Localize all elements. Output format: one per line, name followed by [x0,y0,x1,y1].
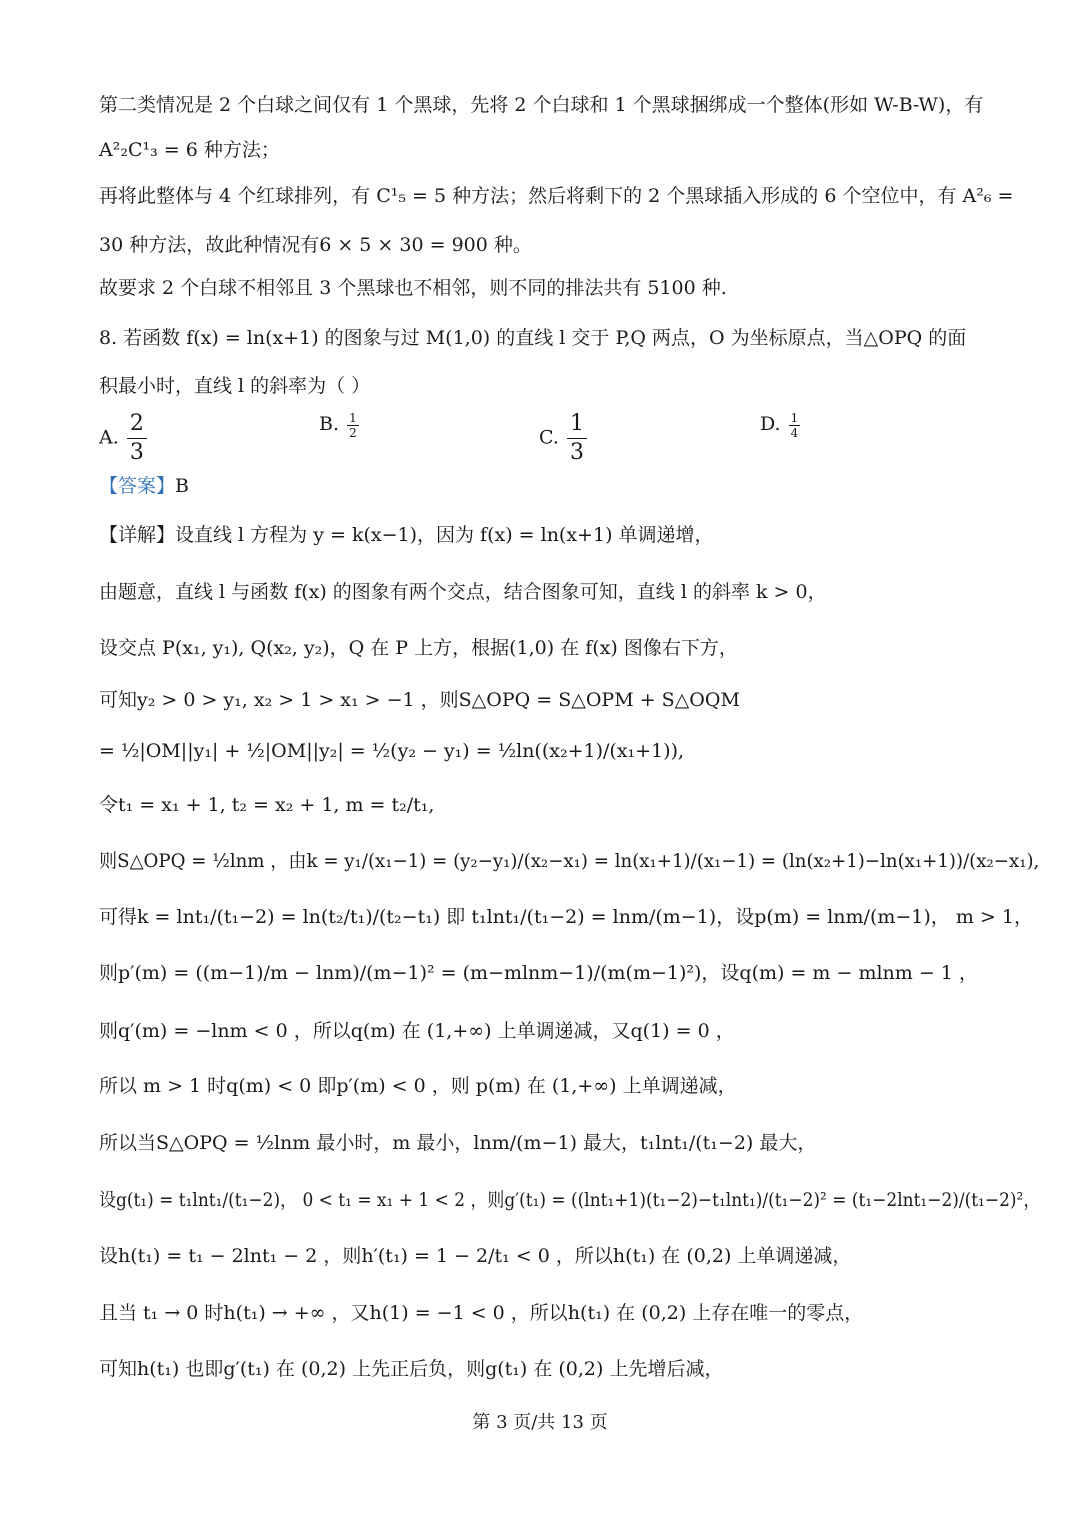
option-b: B. $\frac{1}{2}$ [319,410,357,440]
answer-value: B [175,475,189,497]
detail-line-4: 可知y₂ > 0 > y₁, x₂ > 1 > x₁ > −1 ，则S△OPQ = S△OPM + S△OQM [99,689,740,711]
detail-line-10: 则q′(m) = −lnm < 0 ，所以q(m) 在 (1,+∞) 上单调递减，又q(1) = 0 ， [99,1020,735,1042]
detail-line-14: 设h(t₁) = t₁ − 2lnt₁ − 2 ，则h′(t₁) = 1 − 2/t₁ < 0 ，所以h(t₁) 在 (0,2) 上单调递减， [99,1245,852,1267]
text-line-4: 30 种方法，故此种情况有6 × 5 × 30 = 900 种。 [99,234,532,256]
text-line-2: A²₂C¹₃ = 6 种方法； [99,139,280,161]
answer-line [99,473,189,499]
detail-line-11: 所以 m > 1 时q(m) < 0 即p′(m) < 0 ，则 p(m) 在 (1,+∞) 上单调递减， [99,1075,737,1097]
detail-line-15: 且当 t₁ → 0 时h(t₁) → +∞ ，又h(1) = −1 < 0 ，所以h(t₁) 在 (0,2) 上存在唯一的零点， [99,1302,864,1324]
text-line-5: 故要求 2 个白球不相邻且 3 个黑球也不相邻，则不同的排法共有 5100 种. [99,277,727,299]
detail-line-9: 则p′(m) = ((m−1)/m − lnm)/(m−1)² = (m−mlnm−1)/(m(m−1)²)，设q(m) = m − mlnm − 1 ， [99,962,978,984]
page-footer: 第 3 页/共 13 页 [472,1412,608,1433]
detail-line-3: 设交点 P(x₁, y₁), Q(x₂, y₂)，Q 在 P 上方，根据(1,0) 在 f(x) 图像右下方， [99,637,738,659]
option-c: C. $\frac{1}{3}$ [539,410,589,467]
detail-line-8: 可得k = lnt₁/(t₁−2) = ln(t₂/t₁)/(t₂−t₁) 即 t₁lnt₁/(t₁−2) = lnm/(m−1)，设p(m) = lnm/(m−1)， m > 1， [99,906,1033,928]
option-d: D. $\frac{1}{4}$ [760,410,799,440]
detail-tag: 【详解】 [99,524,176,546]
text-line-3: 再将此整体与 4 个红球排列，有 C¹₅ = 5 种方法；然后将剩下的 2 个黑球插入形成的 6 个空位中，有 A²₆ = [99,185,1014,207]
detail-line-1: 【详解】设直线 l 方程为 y = k(x−1)，因为 f(x) = ln(x+1) 单调递增， [99,524,714,546]
detail-line-6: 令t₁ = x₁ + 1, t₂ = x₂ + 1, m = t₂/t₁, [99,794,435,816]
question-8-line-1: 8. 若函数 f(x) = ln(x+1) 的图象与过 M(1,0) 的直线 l 交于 P,Q 两点，O 为坐标原点，当△OPQ 的面 [99,327,967,349]
detail-line-13: 设g(t₁) = t₁lnt₁/(t₁−2)， 0 < t₁ = x₁ + 1 < 2 ，则g′(t₁) = ((lnt₁+1)(t₁−2)−t₁lnt₁)/(t₁−2)² = (t₁−2lnt₁−2)/(t₁−2)²， [99,1189,1041,1211]
detail-line-12: 所以当S△OPQ = ½lnm 最小时，m 最小，lnm/(m−1) 最大，t₁lnt₁/(t₁−2) 最大， [99,1132,817,1154]
detail-line-16: 可知h(t₁) 也即g′(t₁) 在 (0,2) 上先正后负，则g(t₁) 在 (0,2) 上先增后减， [99,1358,724,1380]
answer-tag: 【答案】 [99,475,176,497]
detail-line-2: 由题意，直线 l 与函数 f(x) 的图象有两个交点，结合图象可知，直线 l 的斜率 k > 0， [99,581,827,603]
question-8-line-2: 积最小时，直线 l 的斜率为（ ） [99,375,371,397]
detail-line-7: 则S△OPQ = ½lnm ，由k = y₁/(x₁−1) = (y₂−y₁)/(x₂−x₁) = ln(x₁+1)/(x₁−1) = (ln(x₂+1)−ln(x₁+1))/(x₂−x₁), [99,850,1040,872]
option-a: A. $\frac{2}{3}$ [99,410,149,467]
text-line-1: 第二类情况是 2 个白球之间仅有 1 个黑球，先将 2 个白球和 1 个黑球捆绑成一个整体(形如 W-B-W)，有 [99,94,984,116]
detail-line-5: = ½|OM||y₁| + ½|OM||y₂| = ½(y₂ − y₁) = ½ln((x₂+1)/(x₁+1)), [99,740,685,762]
